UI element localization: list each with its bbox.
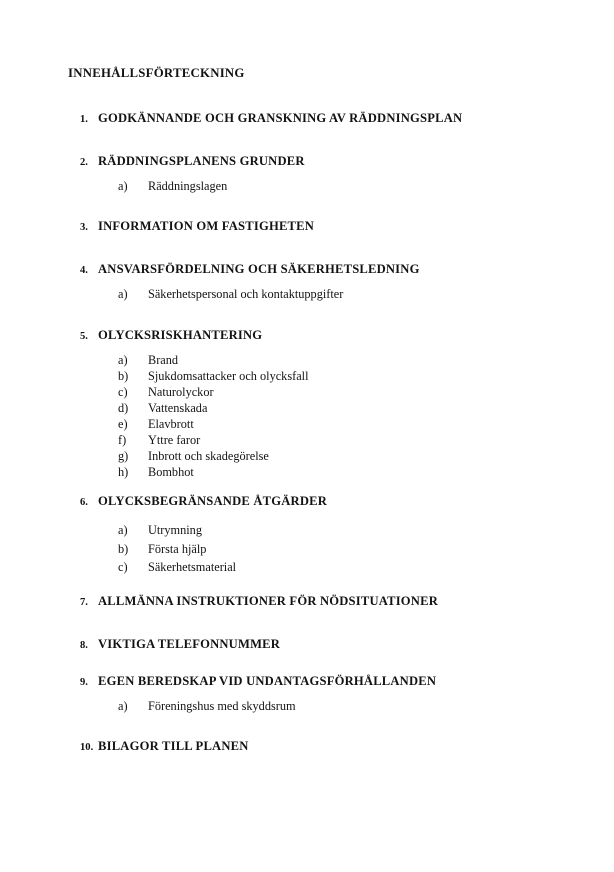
toc-sub-label: Elavbrott: [148, 417, 194, 431]
toc-sub-label: Naturolyckor: [148, 385, 214, 399]
toc-sub-letter: a): [118, 353, 128, 367]
toc-item-heading: [80, 220, 594, 234]
toc-sub-item: [118, 432, 594, 448]
page-title: INNEHÅLLSFÖRTECKNING: [68, 66, 245, 80]
toc-item-heading: [80, 638, 594, 652]
toc-item-heading: [80, 329, 594, 343]
toc-item-number: 10.: [80, 742, 94, 753]
toc-item: [80, 263, 594, 302]
toc-sub-item: [118, 400, 594, 416]
toc-item: [80, 675, 594, 714]
toc-sub-letter: a): [118, 699, 128, 713]
toc-sub-label: Utrymning: [148, 523, 202, 537]
toc-item-number: 9.: [80, 677, 88, 688]
toc-sub-item: [118, 521, 594, 540]
toc-item-number: 7.: [80, 597, 88, 608]
toc-item: [80, 495, 594, 577]
toc-item-label: ANSVARSFÖRDELNING OCH SÄKERHETSLEDNING: [98, 262, 420, 276]
toc-item-number: 4.: [80, 265, 88, 276]
toc-item-label: RÄDDNINGSPLANENS GRUNDER: [98, 154, 305, 168]
toc-sub-letter: a): [118, 179, 128, 193]
toc-item: [80, 595, 594, 609]
toc-sub-letter: h): [118, 465, 129, 479]
toc-sub-label: Räddningslagen: [148, 179, 228, 193]
toc-sub-letter: c): [118, 385, 128, 399]
toc-item-label: ALLMÄNNA INSTRUKTIONER FÖR NÖDSITUATIONER: [98, 594, 438, 608]
toc-sub-letter: e): [118, 417, 128, 431]
toc-item-label: GODKÄNNANDE OCH GRANSKNING AV RÄDDNINGSPLAN: [98, 111, 463, 125]
toc-item-heading: [80, 595, 594, 609]
toc-sub-list: [118, 521, 594, 577]
toc-item-label: VIKTIGA TELEFONNUMMER: [98, 637, 281, 651]
toc-item-heading: [80, 495, 594, 509]
toc-item-label: OLYCKSBEGRÄNSANDE ÅTGÄRDER: [98, 494, 328, 508]
toc-item: [80, 329, 594, 480]
toc-sub-item: [118, 384, 594, 400]
toc-sub-letter: b): [118, 541, 129, 556]
toc-sub-item: [118, 368, 594, 384]
toc-sub-label: Bombhot: [148, 465, 194, 479]
toc-sub-item: [118, 352, 594, 368]
toc-item-number: 6.: [80, 497, 88, 508]
toc-item-number: 2.: [80, 157, 88, 168]
toc-item: [80, 740, 594, 754]
toc-sub-item: [118, 698, 594, 714]
toc-sub-letter: a): [118, 523, 128, 537]
toc-item-label: INFORMATION OM FASTIGHETEN: [98, 219, 315, 233]
toc-sub-label: Yttre faror: [148, 433, 201, 447]
toc-sub-letter: d): [118, 401, 129, 415]
toc-sub-label: Brand: [148, 353, 179, 367]
toc-sub-letter: g): [118, 449, 129, 463]
toc-sub-label: Sjukdomsattacker och olycksfall: [148, 369, 309, 383]
toc-sub-item: [118, 416, 594, 432]
toc-sub-label: Säkerhetspersonal och kontaktuppgifter: [148, 287, 344, 301]
toc-item-number: 1.: [80, 114, 88, 125]
toc-sub-letter: f): [118, 433, 127, 447]
toc-sub-label: Föreningshus med skyddsrum: [148, 699, 296, 713]
toc-item: [80, 155, 594, 194]
toc-item-heading: [80, 263, 594, 277]
toc-sub-item: [118, 178, 594, 194]
toc-sub-list: [118, 286, 594, 302]
toc-item-label: BILAGOR TILL PLANEN: [98, 739, 249, 753]
toc-sub-label: Säkerhetsmaterial: [148, 560, 237, 574]
toc-sub-list: [118, 352, 594, 480]
toc-item-number: 3.: [80, 222, 88, 233]
toc-item-label: OLYCKSRISKHANTERING: [98, 328, 263, 342]
toc-sub-item: [118, 464, 594, 480]
toc-sub-letter: c): [118, 560, 128, 574]
toc-sub-label: Första hjälp: [148, 541, 207, 556]
toc-sub-item: [118, 286, 594, 302]
toc-item: [80, 638, 594, 652]
toc-item-number: 5.: [80, 331, 88, 342]
toc-item-label: EGEN BEREDSKAP VID UNDANTAGSFÖRHÅLLANDEN: [98, 674, 437, 688]
toc-sub-list: [118, 698, 594, 714]
toc-item-heading: [80, 155, 594, 169]
toc-sub-letter: b): [118, 369, 129, 383]
toc-sub-label: Inbrott och skadegörelse: [148, 449, 269, 463]
toc-sub-list: [118, 178, 594, 194]
toc-sub-item: [118, 540, 594, 559]
toc-sub-item: [118, 558, 594, 577]
toc-item-heading: [80, 112, 594, 126]
toc-item-heading: [80, 675, 594, 689]
toc-item-heading: [80, 740, 594, 754]
toc-item-number: 8.: [80, 640, 88, 651]
toc-sub-item: [118, 448, 594, 464]
toc-sub-letter: a): [118, 287, 128, 301]
toc-item: [80, 220, 594, 234]
toc-sub-label: Vattenskada: [148, 401, 208, 415]
toc-item: [80, 112, 594, 126]
